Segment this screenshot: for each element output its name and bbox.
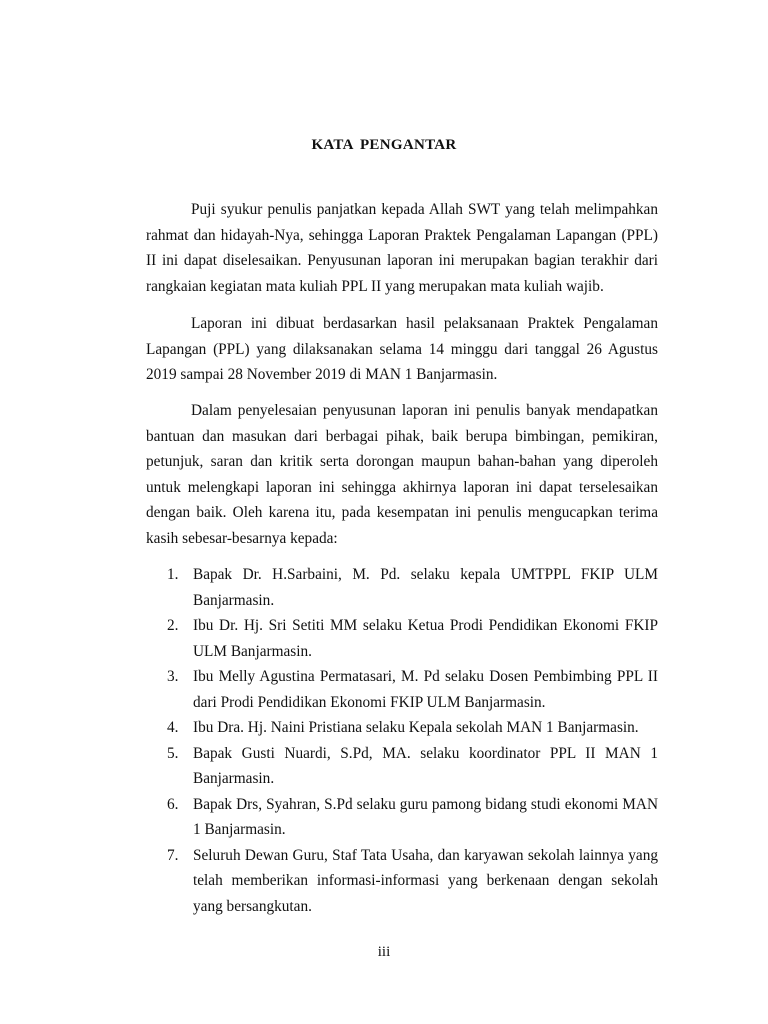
list-item-text: Bapak Gusti Nuardi, S.Pd, MA. selaku koordinator PPL II MAN 1 Banjarmasin. (193, 744, 658, 787)
acknowledgement-list (146, 562, 658, 919)
list-item (146, 562, 658, 613)
list-item (146, 715, 658, 741)
list-item (146, 741, 658, 792)
list-item (146, 664, 658, 715)
list-item-number: 2. (167, 617, 179, 634)
list-item-text: Ibu Dr. Hj. Sri Setiti MM selaku Ketua Prodi Pendidikan Ekonomi FKIP ULM Banjarmasin. (193, 617, 658, 660)
list-item-number: 1. (167, 566, 179, 583)
page-title: KATA PENGANTAR (311, 137, 457, 153)
list-item (146, 613, 658, 664)
list-item-number: 4. (167, 719, 179, 736)
list-item-number: 6. (167, 795, 179, 813)
paragraph-2: Laporan ini dibuat berdasarkan hasil pelaksanaan Praktek Pengalaman Lapangan (PPL) yang dilaksanakan selama 14 minggu dari tanggal 26 Agustus 2019 sampai 28 November 2019 di MAN 1 Banjarmasin. (146, 315, 658, 383)
paragraph-3: Dalam penyelesaian penyusunan laporan ini penulis banyak mendapatkan bantuan dan masukan dari berbagai pihak, baik berupa bimbingan, pemikiran, petunjuk, saran dan kritik serta dorongan maupun bahan-bahan yang diperoleh untuk melengkapi laporan ini sehingga akhirnya laporan ini dapat terselesaikan dengan baik. Oleh karena itu, pada kesempatan ini penulis mengucapkan terima kasih sebesar-besarnya kepada: (146, 402, 658, 547)
paragraph-1: Puji syukur penulis panjatkan kepada Allah SWT yang telah melimpahkan rahmat dan hidayah-Nya, sehingga Laporan Praktek Pengalaman Lapangan (PPL) II ini dapat diselesaikan. Penyusunan laporan ini merupakan bagian terakhir dari rangkaian kegiatan mata kuliah PPL II yang merupakan mata kuliah wajib. (146, 201, 658, 295)
list-item-text: Bapak Dr. H.Sarbaini, M. Pd. selaku kepala UMTPPL FKIP ULM Banjarmasin. (193, 566, 658, 609)
list-item-text: Ibu Dra. Hj. Naini Pristiana selaku Kepala sekolah MAN 1 Banjarmasin. (193, 719, 639, 736)
list-item (146, 843, 658, 920)
list-item-number: 3. (167, 668, 179, 685)
list-item-number: 5. (167, 744, 179, 762)
list-item-number: 7. (167, 846, 179, 864)
list-item-text: Ibu Melly Agustina Permatasari, M. Pd selaku Dosen Pembimbing PPL II dari Prodi Pendidikan Ekonomi FKIP ULM Banjarmasin. (193, 668, 658, 711)
list-item (146, 792, 658, 843)
page-number: iii (377, 944, 391, 960)
list-item-text: Bapak Drs, Syahran, S.Pd selaku guru pamong bidang studi ekonomi MAN 1 Banjarmasin. (193, 795, 658, 838)
list-item-text: Seluruh Dewan Guru, Staf Tata Usaha, dan karyawan sekolah lainnya yang telah memberikan informasi-informasi yang berkenaan dengan sekolah yang bersangkutan. (193, 846, 658, 915)
